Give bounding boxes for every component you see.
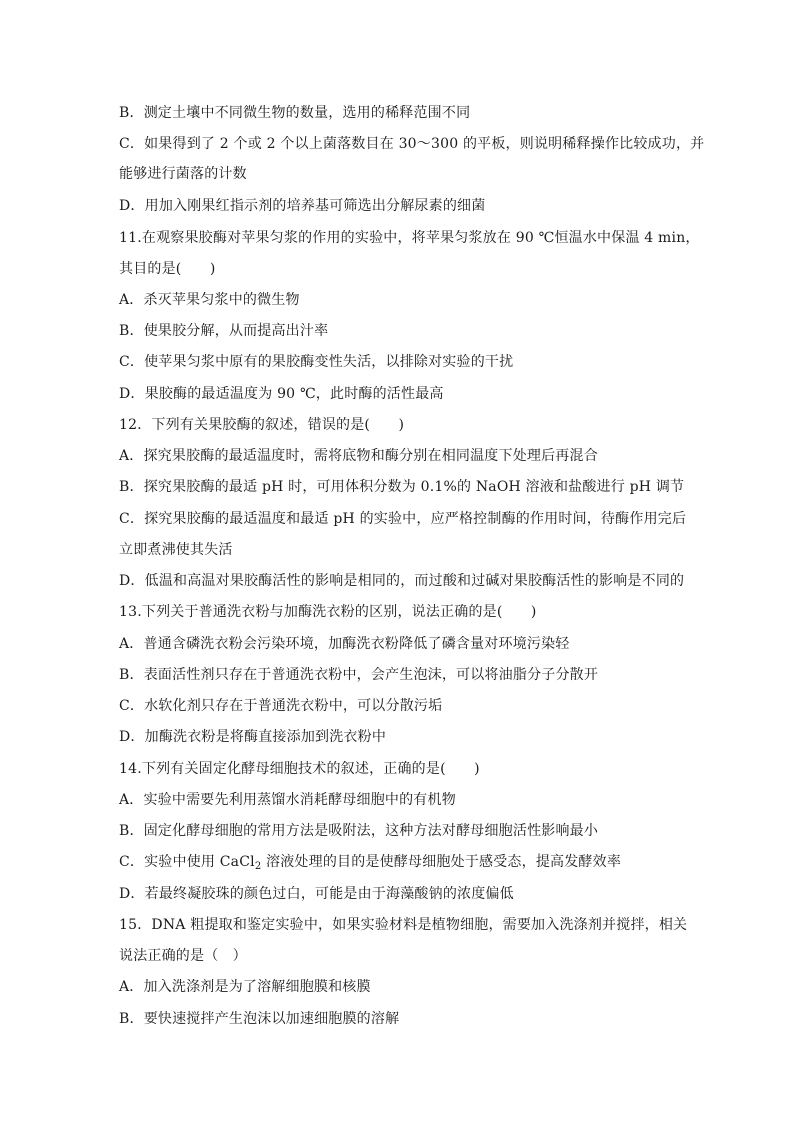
option-line: C．使苹果匀浆中原有的果胶酶变性失活，以排除对实验的干扰	[119, 354, 514, 370]
option-line: D．用加入刚果红指示剂的培养基可筛选出分解尿素的细菌	[119, 198, 486, 214]
question-12-stem: 12．下列有关果胶酶的叙述，错误的是( )	[119, 417, 405, 433]
option-line: A．实验中需要先利用蒸馏水消耗酵母细胞中的有机物	[119, 792, 456, 808]
option-line: B．表面活性剂只存在于普通洗衣粉中，会产生泡沫，可以将油脂分子分散开	[119, 667, 599, 683]
option-line: D．加酶洗衣粉是将酶直接添加到洗衣粉中	[119, 729, 387, 745]
option-line: A．加入洗涤剂是为了溶解细胞膜和核膜	[119, 979, 371, 995]
question-13-stem: 13.下列关于普通洗衣粉与加酶洗衣粉的区别，说法正确的是( )	[119, 604, 537, 620]
option-line: A．杀灭苹果匀浆中的微生物	[119, 292, 300, 308]
question-14-stem: 14.下列有关固定化酵母细胞技术的叙述，正确的是( )	[119, 761, 480, 777]
option-line: B．使果胶分解，从而提高出汁率	[119, 323, 329, 339]
question-15-stem-continued: 说法正确的是（ ）	[119, 948, 247, 964]
option-line: C．如果得到了 2 个或 2 个以上菌落数目在 30～300 的平板，则说明稀释操作比较成功，并	[119, 136, 705, 152]
option-line: B．固定化酵母细胞的常用方法是吸附法，这种方法对酵母细胞活性影响最小	[119, 823, 599, 839]
option-line: D．低温和高温对果胶酶活性的影响是相同的，而过酸和过碱对果胶酶活性的影响是不同的	[119, 573, 685, 589]
question-11-stem: 11.在观察果胶酶对苹果匀浆的作用的实验中，将苹果匀浆放在 90 ℃恒温水中保温 4 min，	[119, 230, 700, 246]
option-line: A．探究果胶酶的最适温度时，需将底物和酶分别在相同温度下处理后再混合	[119, 448, 598, 464]
option-line-continued: 能够进行菌落的计数	[119, 166, 247, 182]
subscript: 2	[254, 861, 262, 872]
option-line	[119, 852, 679, 872]
option-line: B．测定土壤中不同微生物的数量，选用的稀释范围不同	[119, 105, 471, 121]
option-line: B．要快速搅拌产生泡沫以加速细胞膜的溶解	[119, 1011, 400, 1027]
option-line: B．探究果胶酶的最适 pH 时，可用体积分数为 0.1%的 NaOH 溶液和盐酸进行 pH 调节	[119, 479, 685, 495]
option-text-after: 溶液处理的目的是使酵母细胞处于感受态，提高发酵效率	[261, 854, 622, 870]
option-line: D．果胶酶的最适温度为 90 ℃，此时酶的活性最高	[119, 386, 444, 402]
question-15-stem: 15．DNA 粗提取和鉴定实验中，如果实验材料是植物细胞，需要加入洗涤剂并搅拌，相关	[119, 917, 688, 933]
question-11-stem-continued: 其目的是( )	[119, 261, 216, 277]
option-line: D．若最终凝胶珠的颜色过白，可能是由于海藻酸钠的浓度偏低	[119, 886, 514, 902]
option-line-continued: 立即煮沸使其失活	[119, 542, 233, 558]
option-line: C．水软化剂只存在于普通洗衣粉中，可以分散污垢	[119, 698, 443, 714]
option-text-before: C．实验中使用 CaCl	[119, 854, 255, 870]
option-line: C．探究果胶酶的最适温度和最适 pH 的实验中，应严格控制酶的作用时间，待酶作用完后	[119, 511, 687, 527]
option-line: A．普通含磷洗衣粉会污染环境，加酶洗衣粉降低了磷含量对环境污染轻	[119, 636, 570, 652]
